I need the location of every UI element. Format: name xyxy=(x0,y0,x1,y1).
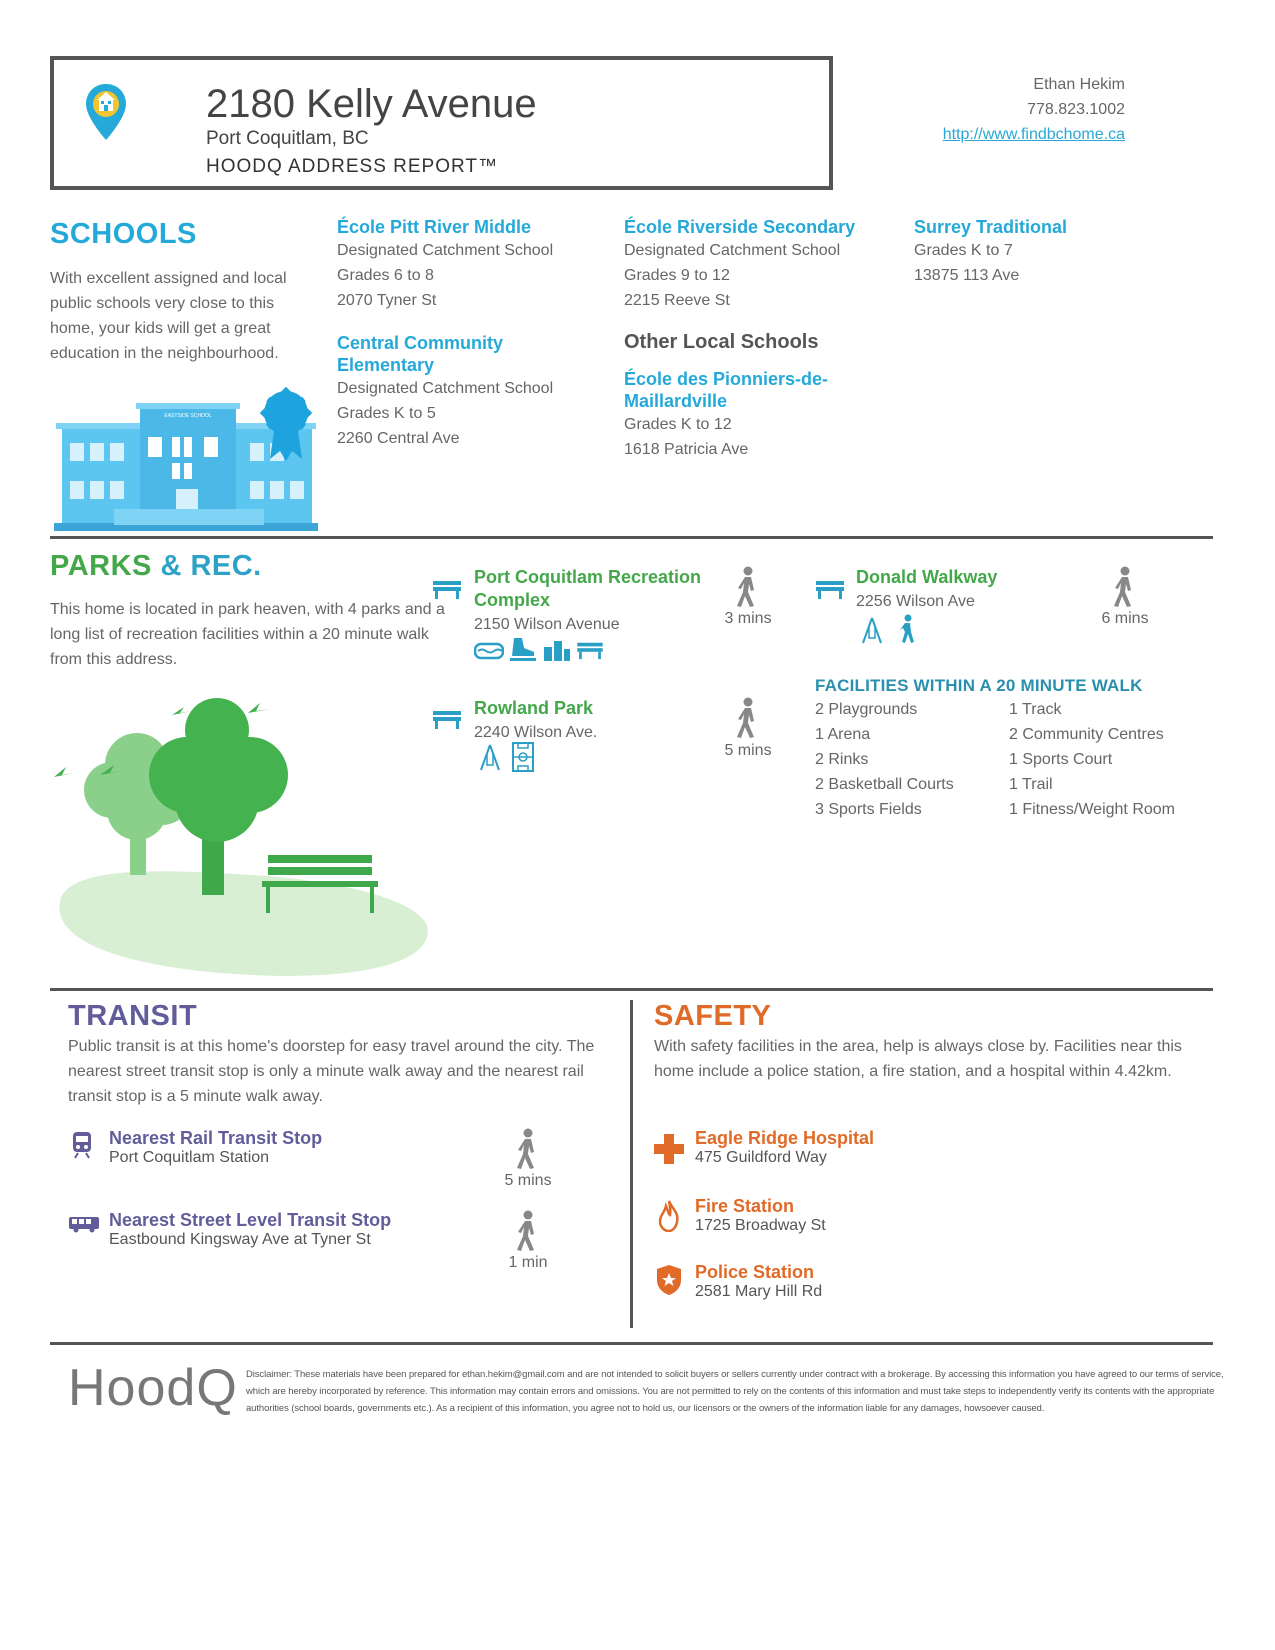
school-name[interactable]: École Pitt River Middle xyxy=(337,217,532,237)
street-stop-label[interactable]: Nearest Street Level Transit Stop xyxy=(109,1210,392,1230)
school-pitt-river xyxy=(337,216,607,313)
park-address: 2150 Wilson Avenue xyxy=(474,616,620,633)
skate-icon xyxy=(508,636,536,667)
school-grades: Grades K to 7 xyxy=(914,242,1013,259)
agent-website-link[interactable]: http://www.findbchome.ca xyxy=(942,126,1125,143)
school-grades: Grades 9 to 12 xyxy=(624,267,730,284)
facilities-title: FACILITIES WITHIN A 20 MINUTE WALK xyxy=(815,676,1143,695)
pool-icon xyxy=(474,640,504,665)
school-grades: Grades K to 5 xyxy=(337,405,436,422)
park-name[interactable]: Rowland Park xyxy=(474,698,594,718)
facility-item: 1 Fitness/Weight Room xyxy=(1009,801,1175,818)
school-address: 2215 Reeve St xyxy=(624,292,730,309)
playground-icon xyxy=(860,616,884,649)
school-pionniers xyxy=(624,368,864,462)
walk-icon xyxy=(513,1128,543,1175)
bench-icon xyxy=(815,578,845,605)
safety-address: 475 Guildford Way xyxy=(695,1149,827,1166)
school-address: 2260 Central Ave xyxy=(337,430,460,447)
police-badge-icon xyxy=(656,1264,682,1301)
agent-contact xyxy=(943,72,1125,147)
train-icon xyxy=(70,1130,94,1165)
walk-time: 3 mins xyxy=(724,610,772,627)
section-divider xyxy=(50,988,1213,991)
school-type: Designated Catchment School xyxy=(624,242,841,259)
section-divider xyxy=(50,1342,1213,1345)
facility-item: 1 Track xyxy=(1009,701,1062,718)
parks-title-a: PARKS xyxy=(50,550,152,582)
playground-icon xyxy=(478,742,502,777)
park-item xyxy=(856,566,1096,614)
street-stop xyxy=(109,1210,391,1249)
school-name[interactable]: Surrey Traditional xyxy=(914,217,1068,237)
school-address: 13875 113 Ave xyxy=(914,267,1020,284)
walk-icon xyxy=(733,697,763,744)
school-surrey-traditional xyxy=(914,216,1174,288)
safety-description: With safety facilities in the area, help is always close by. Facilities near this home include a police station, a fire station, and a hospital within 4.42km. xyxy=(654,1038,1182,1080)
safety-item xyxy=(695,1128,874,1167)
transit-description: Public transit is at this home's doorstep for easy travel around the city. The nearest street transit stop is only a minute walk away and the nearest rail transit stop is a 5 minute walk away. xyxy=(68,1038,595,1105)
school-name[interactable]: École des Pionniers-de-Maillardville xyxy=(624,369,829,411)
school-central-community xyxy=(337,332,577,451)
school-name[interactable]: Central Community Elementary xyxy=(337,333,504,375)
facility-item: 3 Sports Fields xyxy=(815,801,922,818)
walk-time: 6 mins xyxy=(1101,610,1149,627)
school-type: Designated Catchment School xyxy=(337,242,554,259)
facilities-list-right xyxy=(1009,697,1175,822)
park-address: 2240 Wilson Ave. xyxy=(474,724,598,741)
agent-name: Ethan Hekim xyxy=(1033,76,1125,93)
hospital-icon xyxy=(654,1134,684,1169)
safety-address: 2581 Mary Hill Rd xyxy=(695,1283,823,1300)
park-name[interactable]: Donald Walkway xyxy=(856,567,998,587)
address-city: Port Coquitlam, BC xyxy=(206,128,369,149)
community-centre-icon xyxy=(542,637,570,666)
walk-time: 5 mins xyxy=(504,1172,552,1189)
safety-name[interactable]: Eagle Ridge Hospital xyxy=(695,1128,875,1148)
parks-title-b: & REC. xyxy=(160,550,262,582)
school-sign: EASTSIDE SCHOOL xyxy=(164,413,212,419)
facility-item: 1 Trail xyxy=(1009,776,1053,793)
walk-icon xyxy=(1110,566,1140,613)
address-title: 2180 Kelly Avenue xyxy=(206,82,537,126)
safety-name[interactable]: Fire Station xyxy=(695,1196,795,1216)
safety-item xyxy=(695,1262,822,1301)
transit-title: TRANSIT xyxy=(68,1000,198,1032)
walk-icon xyxy=(513,1210,543,1257)
parks-title xyxy=(50,550,262,583)
section-divider xyxy=(50,536,1213,539)
agent-phone: 778.823.1002 xyxy=(1027,101,1125,118)
facility-item: 1 Arena xyxy=(815,726,871,743)
parks-description: This home is located in park heaven, with 4 parks and a long list of recreation facilities within a 20 minute walk from this address. xyxy=(50,601,445,668)
park-illustration xyxy=(52,695,437,990)
bench-icon xyxy=(432,578,462,605)
walk-icon xyxy=(733,566,763,613)
bench-small-icon xyxy=(576,640,604,665)
safety-item xyxy=(695,1196,826,1235)
schools-description: With excellent assigned and local public schools very close to this home, your kids will get a great education in the neighbourhood. xyxy=(50,270,287,362)
walk-time: 1 min xyxy=(508,1254,548,1271)
trail-icon xyxy=(896,614,916,649)
school-name[interactable]: École Riverside Secondary xyxy=(624,217,856,237)
safety-address: 1725 Broadway St xyxy=(695,1217,826,1234)
facility-item: 2 Playgrounds xyxy=(815,701,918,718)
street-stop-name: Eastbound Kingsway Ave at Tyner St xyxy=(109,1231,371,1248)
safety-title: SAFETY xyxy=(654,1000,772,1032)
rail-stop-name: Port Coquitlam Station xyxy=(109,1149,270,1166)
facility-item: 2 Basketball Courts xyxy=(815,776,954,793)
address-header-box xyxy=(50,56,833,190)
school-grades: Grades K to 12 xyxy=(624,416,732,433)
facility-item: 2 Community Centres xyxy=(1009,726,1164,743)
column-divider xyxy=(630,1000,633,1328)
park-name[interactable]: Port Coquitlam Recreation Complex xyxy=(474,567,702,610)
facilities-list-left xyxy=(815,697,954,822)
bench-icon xyxy=(432,708,462,735)
hoodq-logo: HoodQ xyxy=(68,1359,238,1417)
park-item xyxy=(474,697,714,745)
school-riverside xyxy=(624,216,904,313)
school-type: Designated Catchment School xyxy=(337,380,554,397)
schools-title: SCHOOLS xyxy=(50,218,197,250)
fire-icon xyxy=(658,1200,680,1237)
rail-stop-label[interactable]: Nearest Rail Transit Stop xyxy=(109,1128,323,1148)
home-pin-icon xyxy=(84,82,128,149)
facility-item: 2 Rinks xyxy=(815,751,869,768)
sports-field-icon xyxy=(512,742,534,777)
school-address: 2070 Tyner St xyxy=(337,292,437,309)
safety-name[interactable]: Police Station xyxy=(695,1262,815,1282)
report-label: HOODQ ADDRESS REPORT™ xyxy=(206,156,498,177)
facility-item: 1 Sports Court xyxy=(1009,751,1113,768)
walk-time: 5 mins xyxy=(724,742,772,759)
school-building-illustration xyxy=(54,385,324,540)
rail-stop xyxy=(109,1128,322,1167)
other-schools-title: Other Local Schools xyxy=(624,331,819,353)
park-address: 2256 Wilson Ave xyxy=(856,593,975,610)
school-grades: Grades 6 to 8 xyxy=(337,267,434,284)
disclaimer-text: Disclaimer: These materials have been prepared for ethan.hekim@gmail.com and are not intended to solicit buyers or sellers currently under contract with a brokerage. By accessing this information you have agreed to our terms of service, which are hereby incorporated by reference. This information may contain errors and omissions. You are not permitted to rely on the contents of this information and must take steps to independently verify its contents with the appropriate authorities (school boards, governments etc.). As a recipient of this information, you agree not to hold us, our licensors or the owners of the information liable for any damages, howsoever caused. xyxy=(246,1369,1224,1414)
bus-icon xyxy=(68,1214,100,1239)
school-address: 1618 Patricia Ave xyxy=(624,441,749,458)
park-item xyxy=(474,566,714,637)
